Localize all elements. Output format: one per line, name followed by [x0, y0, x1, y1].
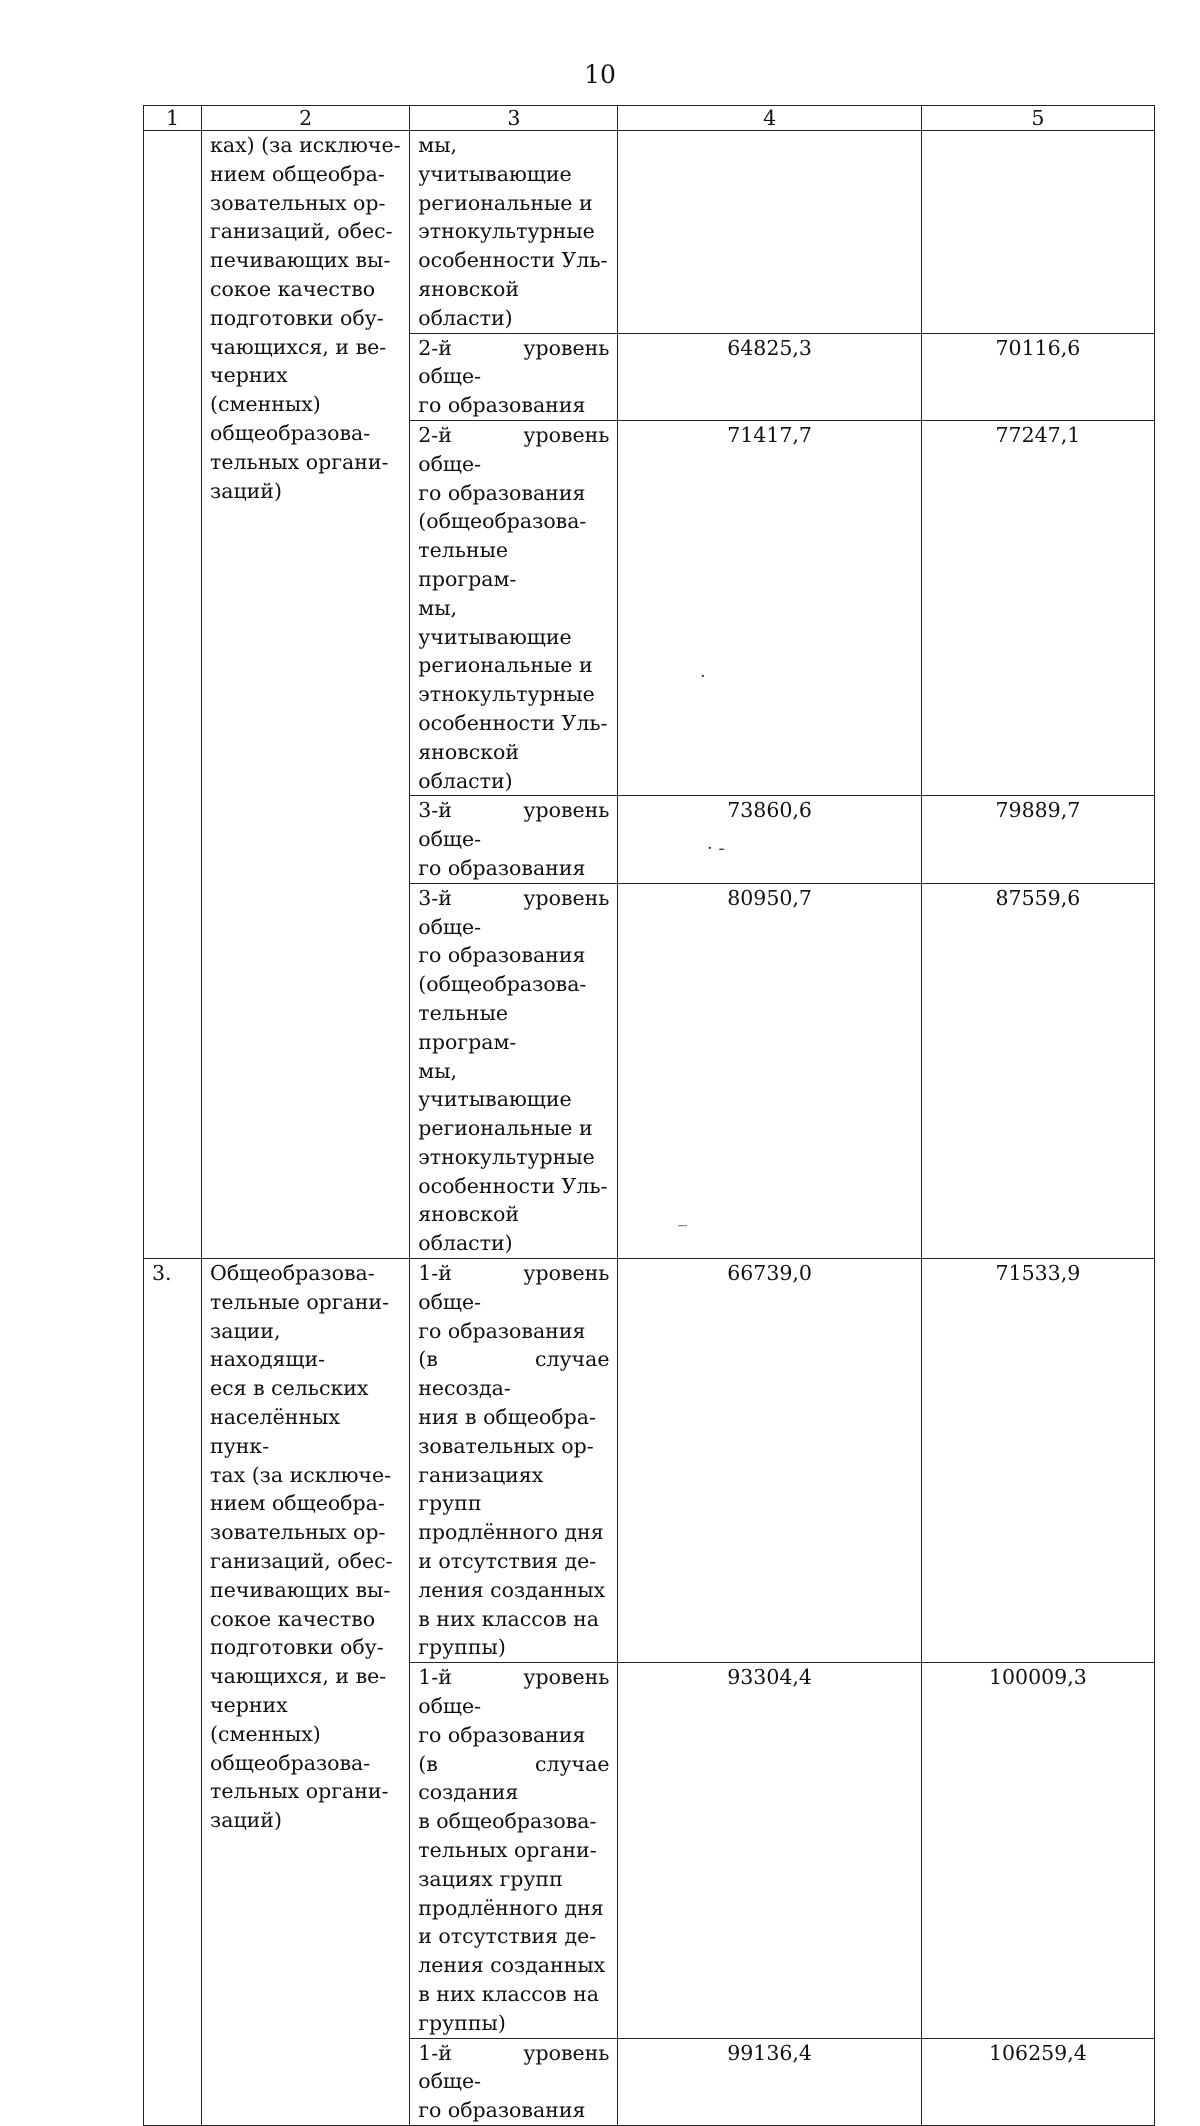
- education-level-cell: 2-й уровень обще- го образования (общеобразова- тельные програм- мы, учитывающие региональные и этнокультурные особенности Уль- яновской области): [410, 420, 618, 795]
- value-col-5: 70116,6: [921, 333, 1154, 420]
- value-col-4: 93304,4: [618, 1663, 921, 2038]
- organization-type-cell: ках) (за исключе- нием общеобра- зовательных ор- ганизаций, обес- печивающих вы- сокое качество подготовки обу- чающихся, и ве- черних (сменных) общеобразова- тельных органи- заций): [202, 131, 410, 1259]
- value-col-4: 64825,3: [618, 333, 921, 420]
- header-row: [144, 106, 1155, 131]
- page-number: 10: [584, 60, 616, 89]
- value-col-4: 99136,4: [618, 2038, 921, 2125]
- header-col-3: 3: [410, 106, 618, 131]
- education-level-cell: 1-й уровень обще- го образования (в случае несозда- ния в общеобра- зовательных ор- ганизациях групп продлённого дня и отсутствия де- ления созданных в них классов на группы): [410, 1259, 618, 1663]
- scan-speck: ‾: [678, 1223, 687, 1244]
- value-col-4: [618, 131, 921, 334]
- header-col-4: 4: [618, 106, 921, 131]
- row-number-cell: 3.: [144, 1259, 202, 2126]
- education-level-cell: 2-й уровень обще- го образования: [410, 333, 618, 420]
- education-level-cell: 3-й уровень обще- го образования (общеобразова- тельные програм- мы, учитывающие региональные и этнокультурные особенности Уль- яновской области): [410, 883, 618, 1258]
- value-col-4: 73860,6: [618, 796, 921, 883]
- value-col-4: 80950,7: [618, 883, 921, 1258]
- scan-speck: ·: [700, 666, 706, 687]
- row-number-cell: [144, 131, 202, 1259]
- education-level-cell: 3-й уровень обще- го образования: [410, 796, 618, 883]
- value-col-4: 66739,0: [618, 1259, 921, 1663]
- tariff-table: [143, 105, 1155, 2126]
- value-col-5: 87559,6: [921, 883, 1154, 1258]
- value-col-5: 106259,4: [921, 2038, 1154, 2125]
- value-col-5: [921, 131, 1154, 334]
- scan-speck: · -: [707, 838, 725, 859]
- header-col-5: 5: [921, 106, 1154, 131]
- table-row: [144, 1259, 1155, 1663]
- education-level-cell: 1-й уровень обще- го образования: [410, 2038, 618, 2125]
- header-col-1: 1: [144, 106, 202, 131]
- value-col-5: 77247,1: [921, 420, 1154, 795]
- value-col-4: 71417,7: [618, 420, 921, 795]
- education-level-cell: мы, учитывающие региональные и этнокультурные особенности Уль- яновской области): [410, 131, 618, 334]
- header-col-2: 2: [202, 106, 410, 131]
- organization-type-cell: Общеобразова- тельные органи- зации, находящи- еся в сельских населённых пунк- тах (за исключе- нием общеобра- зовательных ор- ганизаций, обес- печивающих вы- сокое качество подготовки обу- чающихся, и ве- черних (сменных) общеобразова- тельных органи- заций): [202, 1259, 410, 2126]
- value-col-5: 100009,3: [921, 1663, 1154, 2038]
- value-col-5: 71533,9: [921, 1259, 1154, 1663]
- value-col-5: 79889,7: [921, 796, 1154, 883]
- education-level-cell: 1-й уровень обще- го образования (в случае создания в общеобразова- тельных органи- зациях групп продлённого дня и отсутствия де- ления созданных в них классов на группы): [410, 1663, 618, 2038]
- table-row: [144, 131, 1155, 334]
